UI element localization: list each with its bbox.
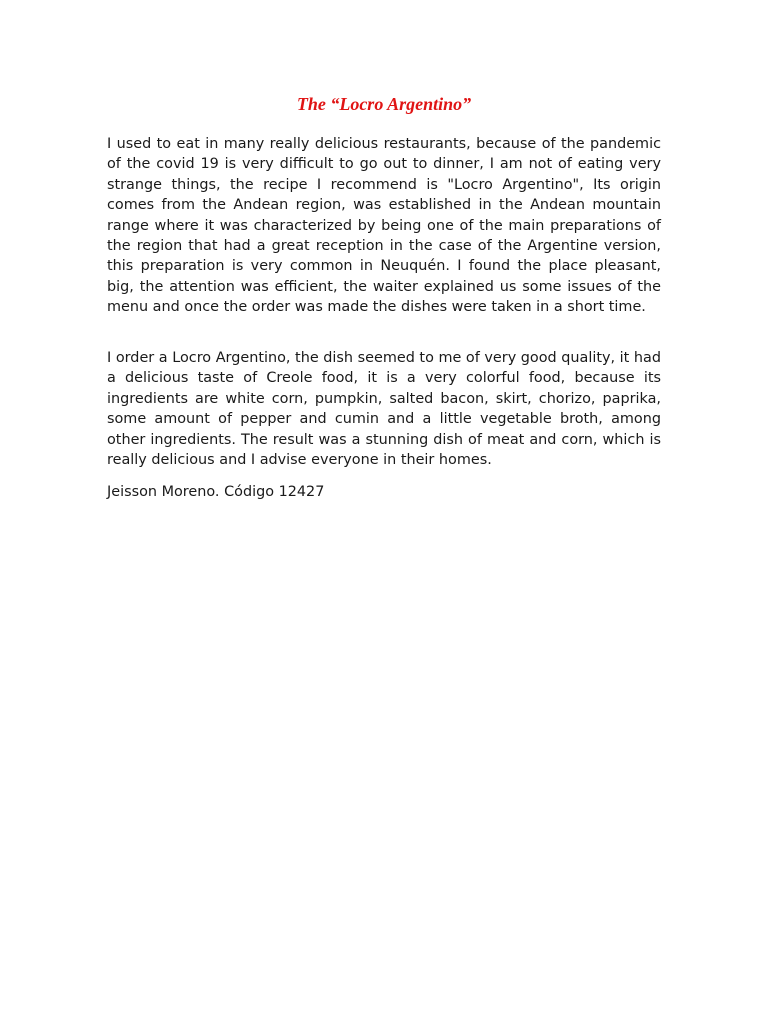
- paragraph-dish-description: I order a Locro Argentino, the dish seemed to me of very good quality, it had a delicious taste of Creole food, it is a very colorful food, because its ingredients are white corn, pumpkin, salted bacon, skirt, chorizo, paprika, some amount of pepper and cumin and a little vegetable broth, among other ingredients. The result was a stunning dish of meat and corn, which is really delicious and I advise everyone in their homes.: [107, 350, 661, 469]
- paragraph-restaurant-review: I used to eat in many really delicious restaurants, because of the pandemic of the covid 19 is very difficult to go out to dinner, I am not of eating very strange things, the recipe I recommend is "Locro Argentino", Its origin comes from the Andean region, was established in the Andean mountain range where it was characterized by being one of the main preparations of the region that had a great reception in the case of the Argentine version, this preparation is very common in Neuquén. I found the place pleasant, big, the attention was efficient, the waiter explained us some issues of the menu and once the order was made the dishes were taken in a short time.: [107, 136, 661, 316]
- document-title: The “Locro Argentino”: [296, 94, 472, 114]
- author-signature: Jeisson Moreno. Código 12427: [107, 484, 325, 500]
